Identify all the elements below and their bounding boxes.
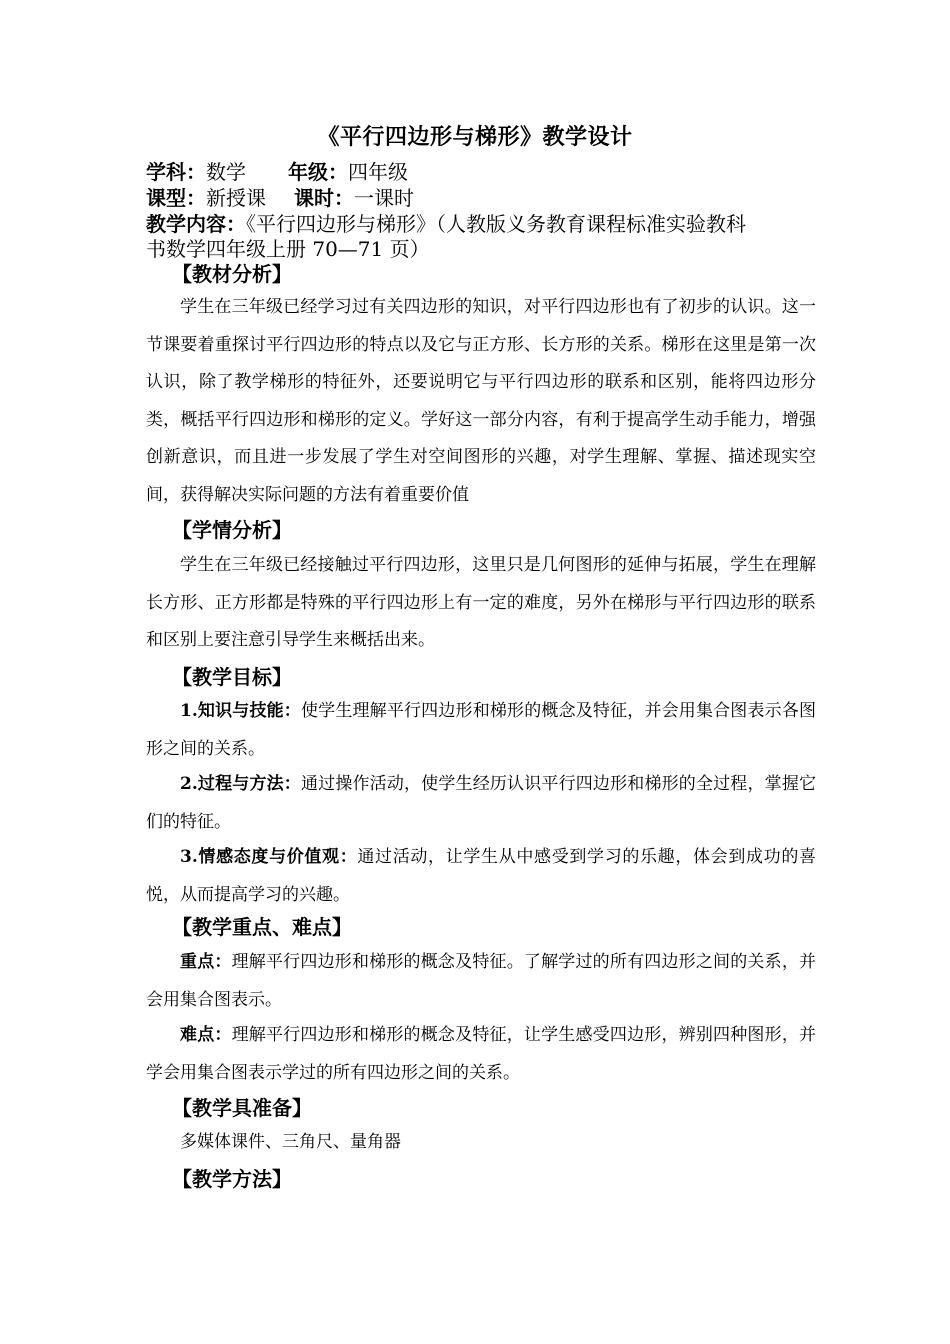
heading-key-points: 【教学重点、难点】	[172, 915, 352, 939]
heading-methods: 【教学方法】	[172, 1167, 292, 1191]
lesson-type-value: 新授课	[206, 186, 266, 210]
meta-row-type-period	[146, 186, 816, 210]
paragraph-difficulty	[146, 1017, 816, 1092]
objective-label: 2.过程与方法：	[180, 774, 301, 794]
difficulty-text: 理解平行四边形和梯形的概念及特征，让学生感受四边形，辨别四种图形，并学会用集合图表示学过的所有四边形之间的关系。	[146, 1025, 817, 1083]
content-value-line2: 书数学四年级上册 70—71 页）	[146, 237, 430, 261]
paragraph-student-analysis: 学生在三年级已经接触过平行四边形，这里只是几何图形的延伸与拓展，学生在理解长方形、正方形都是特殊的平行四边形上有一定的难度，另外在梯形与平行四边形的联系和区别上要注意引导学生来概括出来。	[146, 555, 816, 650]
objective-item-knowledge	[146, 693, 816, 768]
subject-value: 数学	[206, 160, 246, 184]
meta-row-subject-grade	[146, 160, 816, 184]
objective-item-attitude	[146, 839, 816, 914]
lesson-type-label: 课型：	[146, 186, 206, 210]
objective-label: 3.情感态度与价值观：	[180, 847, 358, 867]
key-point-text: 理解平行四边形和梯形的概念及特征。了解学过的所有四边形之间的关系，并会用集合图表示。	[146, 952, 817, 1010]
heading-textbook-analysis: 【教材分析】	[172, 262, 292, 286]
period-label: 课时：	[294, 186, 354, 210]
heading-materials: 【教学具准备】	[172, 1096, 312, 1120]
heading-objectives: 【教学目标】	[172, 665, 292, 689]
heading-student-analysis: 【学情分析】	[172, 518, 292, 542]
content-label: 教学内容：	[146, 212, 246, 236]
meta-row-content	[146, 212, 816, 262]
objective-item-process	[146, 766, 816, 841]
difficulty-label: 难点：	[180, 1025, 232, 1045]
objective-text: 使学生理解平行四边形和梯形的概念及特征，并会用集合图表示各图形之间的关系。	[146, 701, 817, 759]
key-point-label: 重点：	[180, 952, 232, 972]
paragraph-textbook-analysis: 学生在三年级已经学习过有关四边形的知识，对平行四边形也有了初步的认识。这一节课要着重探讨平行四边形的特点以及它与正方形、长方形的关系。梯形在这里是第一次认识，除了教学梯形的特征外，还要说明它与平行四边形的联系和区别，能将四边形分类，概括平行四边形和梯形的定义。学好这一部分内容，有利于提高学生动手能力，增强创新意识，而且进一步发展了学生对空间图形的兴趣，对学生理解、掌握、描述现实空间，获得解决实际问题的方法有着重要价值	[146, 297, 816, 505]
objective-text: 通过活动，让学生从中感受到学习的乐趣，体会到成功的喜悦，从而提高学习的兴趣。	[146, 847, 816, 905]
subject-label: 学科：	[146, 160, 206, 184]
objective-label: 1.知识与技能：	[180, 701, 301, 721]
content-value-line1: 《平行四边形与梯形》（人教版义务教育课程标准实验教科	[246, 212, 746, 236]
period-value: 一课时	[354, 186, 414, 210]
objective-text: 通过操作活动，使学生经历认识平行四边形和梯形的全过程，掌握它们的特征。	[146, 774, 817, 832]
paragraph-key-point	[146, 944, 816, 1019]
grade-label: 年级：	[288, 160, 348, 184]
document-title: 《平行四边形与梯形》教学设计	[317, 124, 633, 150]
grade-value: 四年级	[348, 160, 408, 184]
paragraph-materials: 多媒体课件、三角尺、量角器	[180, 1132, 401, 1152]
